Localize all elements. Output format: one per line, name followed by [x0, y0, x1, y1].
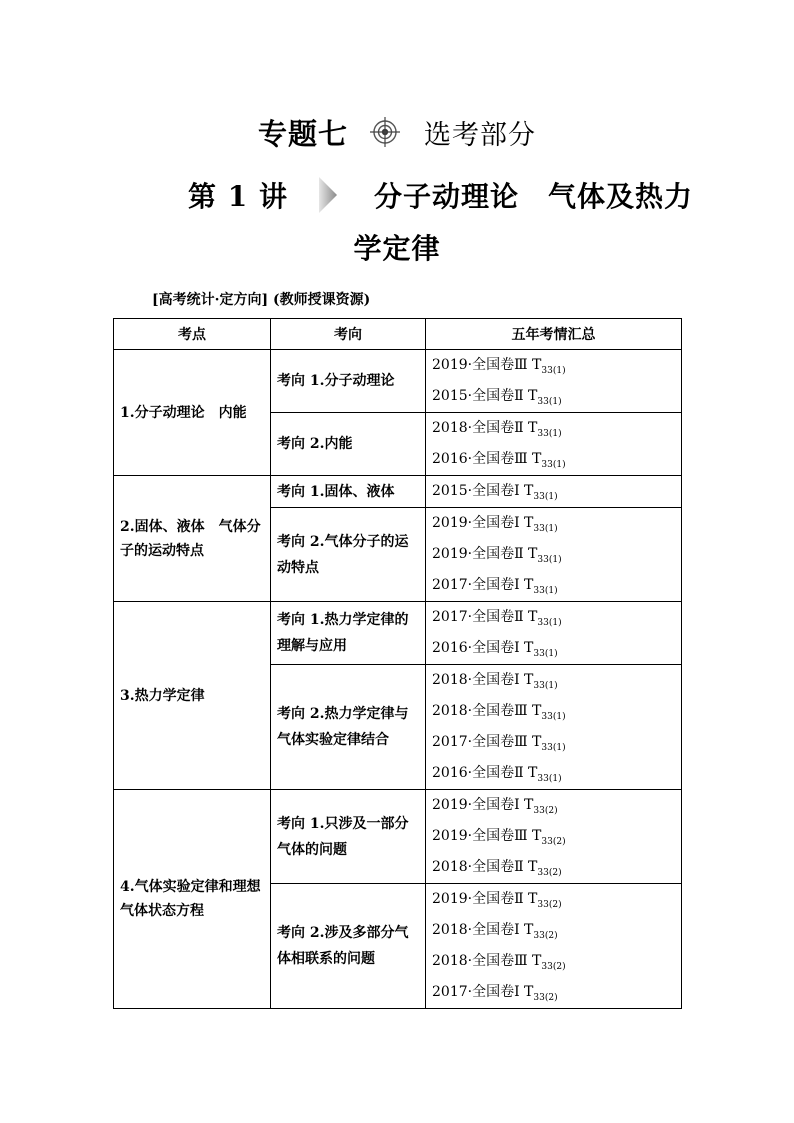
exam-entry-text: 2019·全国卷Ⅰ T	[432, 797, 534, 813]
exam-entry	[432, 696, 675, 727]
exam-entry-question: 33(1)	[533, 586, 558, 596]
exam-entry-question: 33(1)	[541, 743, 566, 753]
exam-entry-text: 2015·全国卷Ⅰ T	[432, 483, 534, 499]
lecture-number: 第 1 讲	[188, 180, 288, 213]
exam-point-cell: 3.热力学定律	[114, 602, 271, 790]
exam-summary-cell	[426, 350, 682, 413]
exam-entry-text: 2019·全国卷Ⅱ T	[432, 546, 538, 562]
exam-entry	[432, 790, 675, 821]
exam-entry-text: 2018·全国卷Ⅲ T	[432, 953, 542, 969]
topic-name: 选考部分	[424, 119, 536, 151]
exam-summary-cell	[426, 665, 682, 790]
exam-entry-question: 33(1)	[537, 555, 562, 565]
header-point: 考点	[114, 319, 271, 350]
exam-summary-cell	[426, 790, 682, 884]
exam-entry	[432, 413, 675, 444]
exam-direction-cell: 考向 2.内能	[271, 413, 426, 476]
exam-entry-question: 33(1)	[533, 649, 558, 659]
exam-entry-question: 33(2)	[541, 837, 566, 847]
exam-entry-text: 2016·全国卷Ⅰ T	[432, 640, 534, 656]
table-row	[114, 476, 682, 508]
exam-entry-question: 33(2)	[541, 962, 566, 972]
exam-direction-cell: 考向 2.热力学定律与气体实验定律结合	[271, 665, 426, 790]
exam-entry	[432, 350, 675, 381]
exam-entry-text: 2018·全国卷Ⅲ T	[432, 703, 542, 719]
lecture-title-line2: 学定律	[353, 232, 441, 265]
exam-summary-cell	[426, 413, 682, 476]
exam-entry-question: 33(2)	[533, 806, 558, 816]
exam-entry	[432, 977, 675, 1008]
exam-direction-cell: 考向 2.涉及多部分气体相联系的问题	[271, 884, 426, 1009]
exam-point-cell: 4.气体实验定律和理想气体状态方程	[114, 790, 271, 1009]
header-direction: 考向	[271, 319, 426, 350]
lecture-title-line1: 分子动理论 气体及热力	[373, 180, 693, 213]
table-row	[114, 602, 682, 665]
exam-entry	[432, 727, 675, 758]
exam-entry	[432, 915, 675, 946]
exam-direction-cell: 考向 1.只涉及一部分气体的问题	[271, 790, 426, 884]
exam-entry	[432, 539, 675, 570]
exam-direction-cell: 考向 1.热力学定律的理解与应用	[271, 602, 426, 665]
exam-entry-question: 33(1)	[537, 774, 562, 784]
exam-summary-cell	[426, 602, 682, 665]
exam-entry-question: 33(2)	[533, 993, 558, 1003]
exam-entry-text: 2016·全国卷Ⅱ T	[432, 765, 538, 781]
exam-entry-question: 33(1)	[537, 397, 562, 407]
exam-entry-text: 2017·全国卷Ⅰ T	[432, 984, 534, 1000]
exam-entry-question: 33(1)	[537, 618, 562, 628]
exam-entry	[432, 884, 675, 915]
exam-entry-question: 33(1)	[533, 492, 558, 502]
exam-entry-question: 33(2)	[537, 868, 562, 878]
exam-entry-question: 33(1)	[541, 712, 566, 722]
exam-point-cell: 1.分子动理论 内能	[114, 350, 271, 476]
table-body	[114, 350, 682, 1009]
exam-entry-text: 2018·全国卷Ⅱ T	[432, 420, 538, 436]
exam-entry-text: 2018·全国卷Ⅱ T	[432, 859, 538, 875]
exam-entry-text: 2016·全国卷Ⅲ T	[432, 451, 542, 467]
exam-statistics-table	[113, 318, 682, 1009]
exam-entry	[432, 602, 675, 633]
chevron-right-icon	[318, 177, 338, 213]
exam-entry-text: 2019·全国卷Ⅱ T	[432, 891, 538, 907]
exam-entry	[432, 444, 675, 475]
exam-entry-text: 2018·全国卷Ⅰ T	[432, 672, 534, 688]
exam-summary-cell	[426, 508, 682, 602]
exam-entry-question: 33(2)	[537, 900, 562, 910]
exam-entry-text: 2017·全国卷Ⅱ T	[432, 609, 538, 625]
exam-entry	[432, 508, 675, 539]
exam-entry	[432, 758, 675, 789]
exam-entry-question: 33(1)	[541, 366, 566, 376]
exam-entry-text: 2015·全国卷Ⅱ T	[432, 388, 538, 404]
table-row	[114, 790, 682, 884]
target-icon	[370, 117, 400, 147]
exam-entry-question: 33(2)	[533, 931, 558, 941]
exam-entry-text: 2019·全国卷Ⅲ T	[432, 828, 542, 844]
exam-entry-question: 33(1)	[533, 681, 558, 691]
header-summary: 五年考情汇总	[426, 319, 682, 350]
topic-label: 专题七	[257, 116, 348, 151]
exam-entry-text: 2019·全国卷Ⅰ T	[432, 515, 534, 531]
exam-entry	[432, 476, 675, 507]
exam-entry-question: 33(1)	[541, 460, 566, 470]
exam-point-cell: 2.固体、液体 气体分子的运动特点	[114, 476, 271, 602]
exam-direction-cell: 考向 1.分子动理论	[271, 350, 426, 413]
exam-entry-text: 2017·全国卷Ⅲ T	[432, 734, 542, 750]
exam-entry	[432, 570, 675, 601]
exam-entry-text: 2018·全国卷Ⅰ T	[432, 922, 534, 938]
exam-entry	[432, 946, 675, 977]
table-header-row	[114, 319, 682, 350]
exam-summary-cell	[426, 884, 682, 1009]
exam-entry-question: 33(1)	[533, 524, 558, 534]
exam-entry	[432, 821, 675, 852]
exam-summary-cell	[426, 476, 682, 508]
exam-entry-question: 33(1)	[537, 429, 562, 439]
topic-heading	[0, 112, 794, 152]
exam-entry	[432, 633, 675, 664]
exam-direction-cell: 考向 1.固体、液体	[271, 476, 426, 508]
exam-entry-text: 2019·全国卷Ⅲ T	[432, 357, 542, 373]
table-row	[114, 350, 682, 413]
section-caption: [高考统计·定方向] (教师授课资源)	[152, 292, 371, 308]
exam-entry	[432, 381, 675, 412]
exam-entry	[432, 852, 675, 883]
exam-direction-cell: 考向 2.气体分子的运动特点	[271, 508, 426, 602]
exam-entry	[432, 665, 675, 696]
exam-entry-text: 2017·全国卷Ⅰ T	[432, 577, 534, 593]
lecture-heading	[188, 173, 693, 217]
